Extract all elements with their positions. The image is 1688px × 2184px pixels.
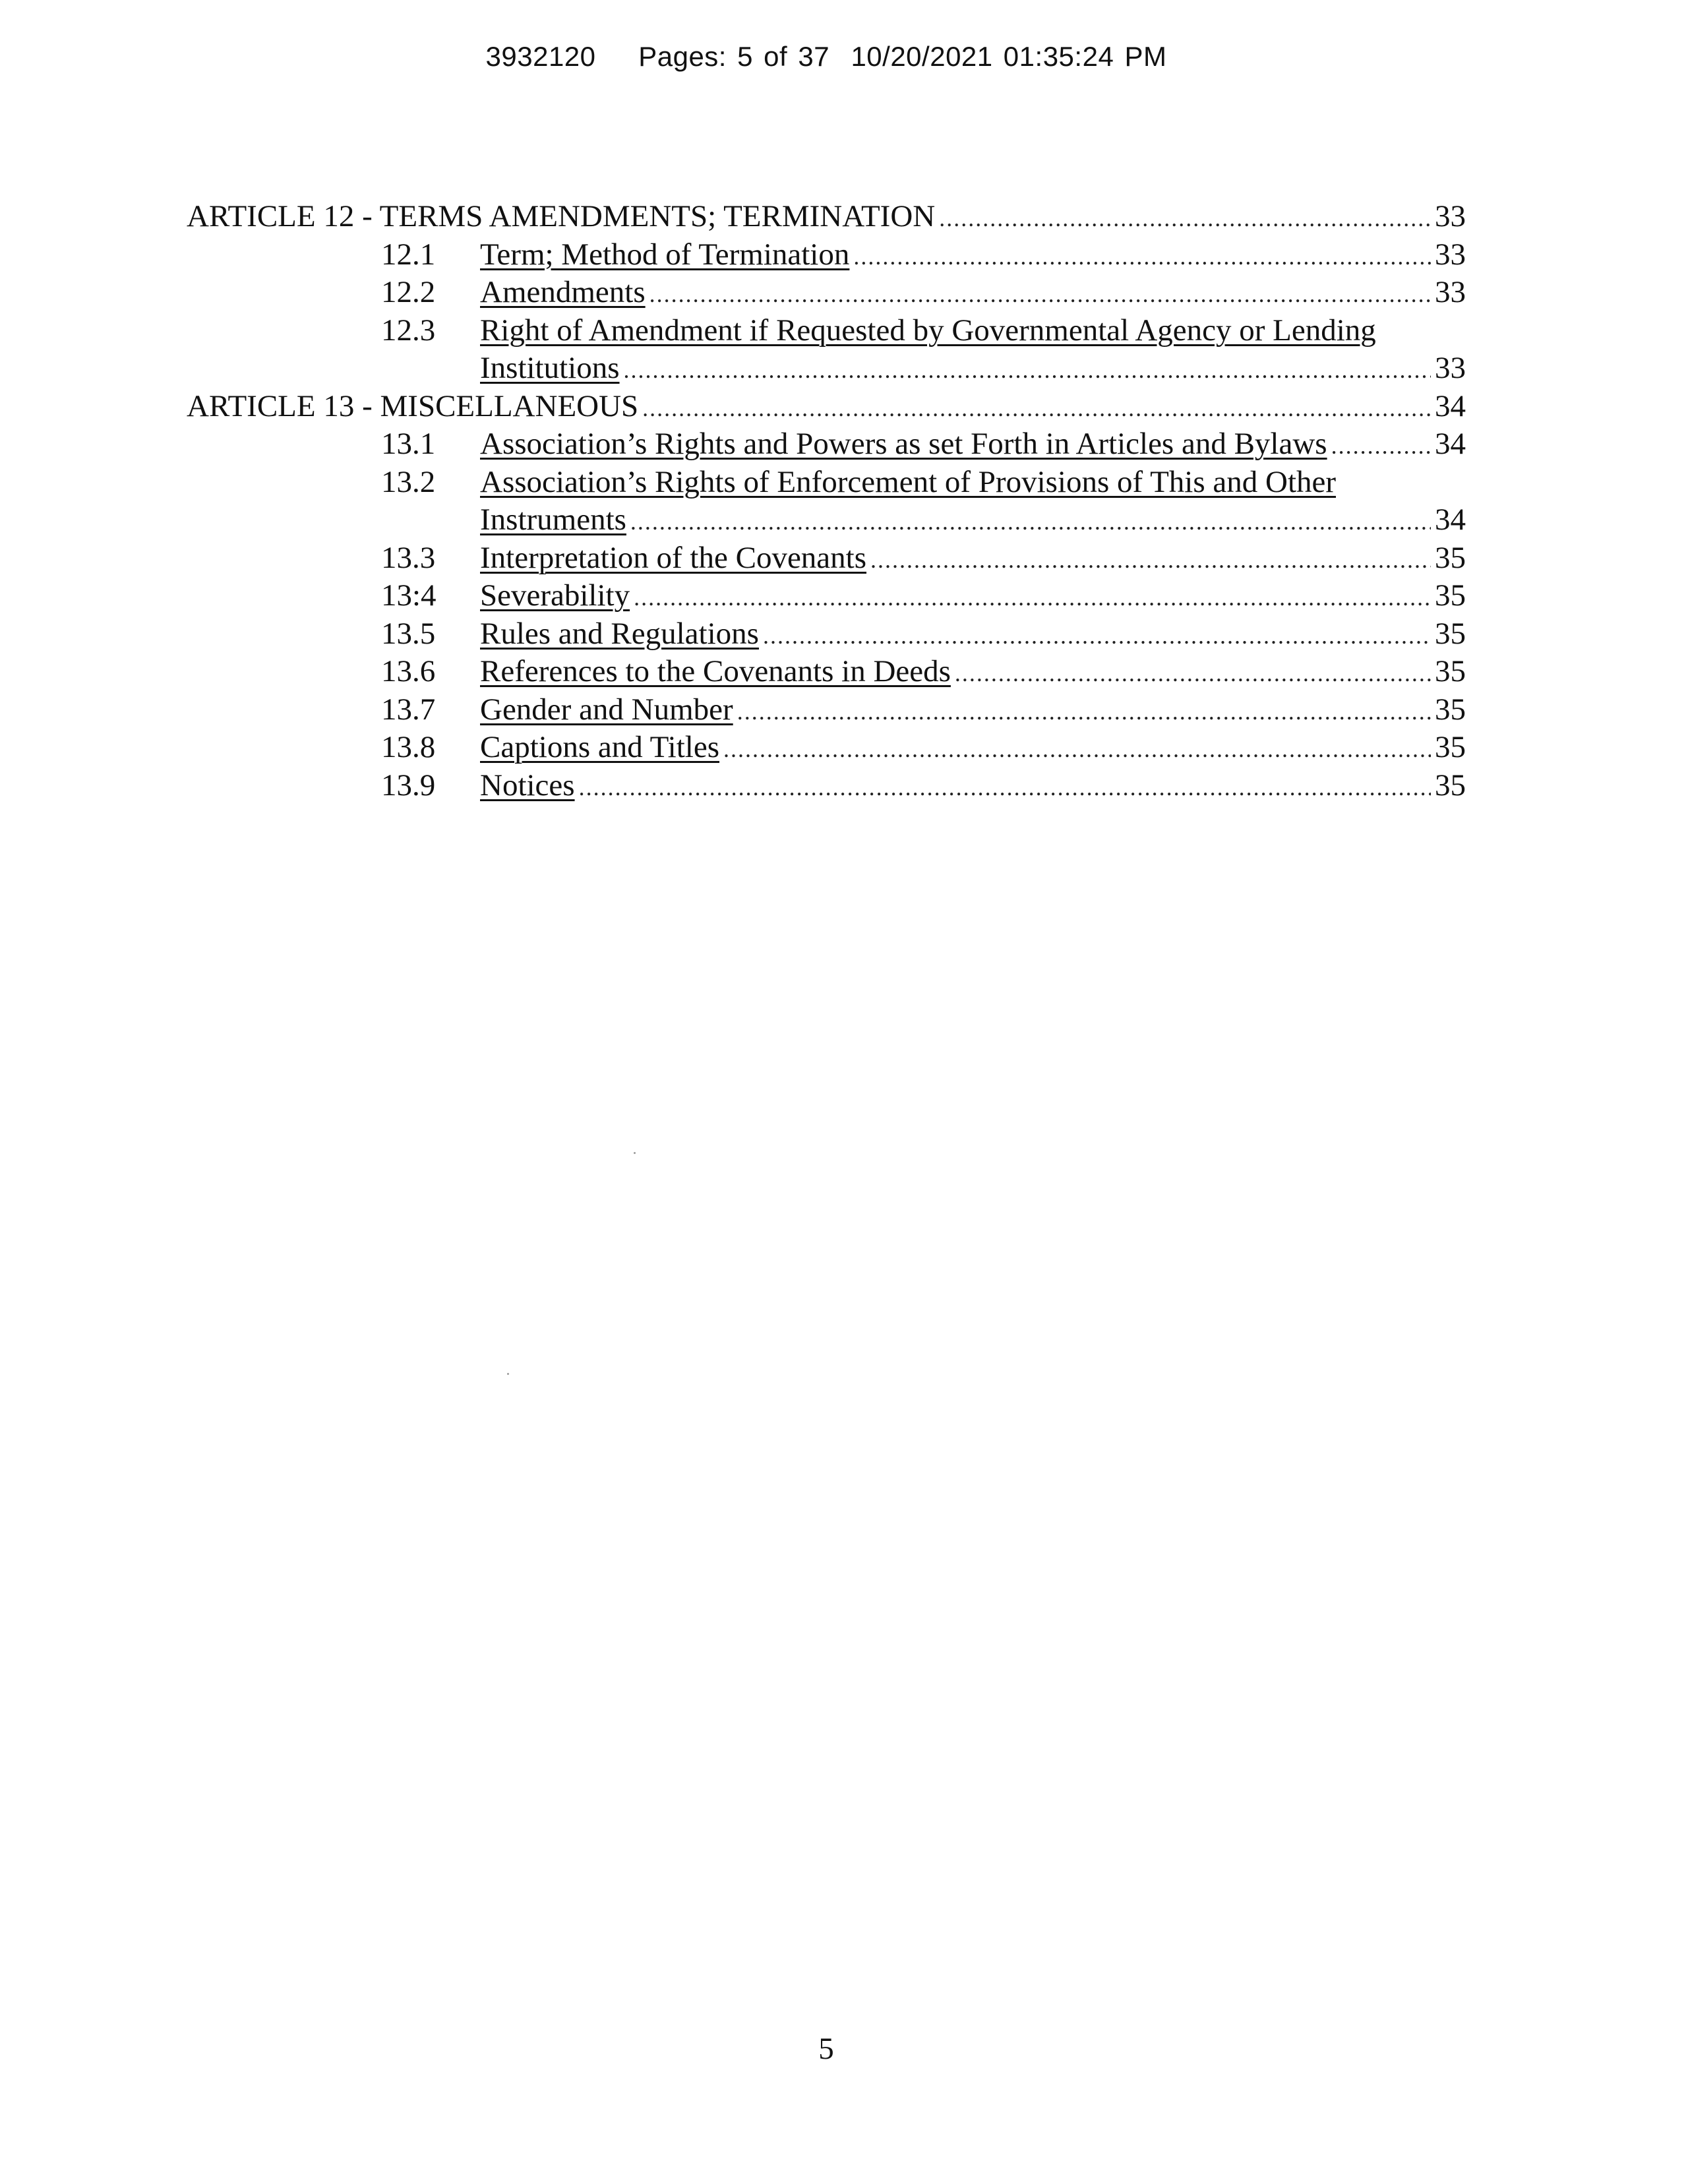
section-number: 12.1: [381, 237, 436, 272]
section-link[interactable]: Interpretation of the Covenants: [480, 540, 867, 575]
pages-label: Pages: 5 of 37: [638, 41, 830, 72]
section-link[interactable]: References to the Covenants in Deeds: [480, 654, 951, 688]
section-link-continued[interactable]: Instruments: [480, 502, 626, 537]
section-page: 35: [1435, 692, 1466, 727]
section-link[interactable]: Association’s Rights and Powers as set Forth in Articles and Bylaws: [480, 427, 1327, 461]
section-link[interactable]: Gender and Number: [480, 692, 733, 727]
section-link[interactable]: Rules and Regulations: [480, 616, 759, 651]
section-page: 35: [1435, 768, 1466, 803]
toc-section-12-1[interactable]: [187, 236, 1466, 274]
scan-speck: [507, 1373, 509, 1375]
section-link[interactable]: Term; Method of Termination: [480, 237, 850, 272]
toc-section-12-3-cont[interactable]: [187, 349, 1466, 388]
section-link[interactable]: Severability: [480, 578, 630, 613]
section-number: 13.3: [381, 540, 436, 575]
toc-section-13-1[interactable]: [187, 425, 1466, 464]
section-number: 13.2: [381, 464, 436, 499]
toc-section-13-4[interactable]: [187, 577, 1466, 615]
toc-section-13-3[interactable]: [187, 539, 1466, 578]
section-number: 12.3: [381, 313, 436, 348]
section-page: 35: [1435, 578, 1466, 613]
table-of-contents: [187, 198, 1466, 804]
dot-leader: [634, 577, 1431, 617]
section-number: 13:4: [381, 578, 437, 613]
dot-leader: [939, 198, 1431, 238]
dot-leader: [870, 539, 1431, 580]
section-link-continued[interactable]: Institutions: [480, 351, 620, 385]
dot-leader: [642, 388, 1431, 428]
section-page: 35: [1435, 616, 1466, 651]
article-page: 33: [1435, 199, 1466, 233]
dot-leader: [579, 767, 1431, 807]
toc-section-13-2-cont[interactable]: [187, 501, 1466, 539]
article-title: ARTICLE 12 - TERMS AMENDMENTS; TERMINATION: [187, 199, 936, 233]
toc-section-13-6[interactable]: [187, 653, 1466, 691]
dot-leader: [723, 729, 1431, 769]
section-link[interactable]: Right of Amendment if Requested by Governmental Agency or Lending: [480, 313, 1376, 348]
page-number: 5: [818, 2032, 834, 2066]
section-number: 13.5: [381, 616, 436, 651]
recording-header: [0, 41, 1652, 73]
dot-leader: [624, 349, 1431, 390]
article-title: ARTICLE 13 - MISCELLANEOUS: [187, 388, 639, 423]
toc-section-13-7[interactable]: [187, 691, 1466, 729]
dot-leader: [1331, 425, 1431, 466]
dot-leader: [763, 615, 1431, 655]
dot-leader: [737, 691, 1431, 731]
document-number: 3932120: [485, 41, 596, 72]
section-number: 13.9: [381, 768, 436, 803]
section-number: 13.8: [381, 730, 436, 764]
toc-article-13[interactable]: [187, 388, 1466, 426]
dot-leader: [853, 236, 1431, 276]
toc-section-13-2[interactable]: [187, 464, 1466, 502]
dot-leader: [649, 274, 1431, 314]
toc-section-13-8[interactable]: [187, 729, 1466, 767]
section-page: 34: [1435, 502, 1466, 537]
section-link[interactable]: Association’s Rights of Enforcement of Provisions of This and Other: [480, 464, 1337, 499]
scan-speck: [634, 1152, 636, 1154]
section-number: 13.6: [381, 654, 436, 688]
section-page: 33: [1435, 237, 1466, 272]
section-page: 33: [1435, 275, 1466, 309]
toc-section-13-5[interactable]: [187, 615, 1466, 653]
section-page: 35: [1435, 730, 1466, 764]
section-number: 12.2: [381, 275, 436, 309]
article-page: 34: [1435, 388, 1466, 423]
toc-section-12-2[interactable]: [187, 274, 1466, 312]
dot-leader: [630, 501, 1431, 541]
toc-article-12[interactable]: [187, 198, 1466, 236]
section-page: 34: [1435, 427, 1466, 461]
dot-leader: [955, 653, 1431, 693]
section-link[interactable]: Notices: [480, 768, 575, 803]
section-page: 33: [1435, 351, 1466, 385]
section-link[interactable]: Amendments: [480, 275, 646, 309]
recording-timestamp: 10/20/2021 01:35:24 PM: [851, 41, 1167, 72]
section-page: 35: [1435, 654, 1466, 688]
section-number: 13.1: [381, 427, 436, 461]
toc-section-12-3[interactable]: [187, 312, 1466, 350]
section-link[interactable]: Captions and Titles: [480, 730, 720, 764]
section-page: 35: [1435, 540, 1466, 575]
toc-section-13-9[interactable]: [187, 767, 1466, 805]
section-number: 13.7: [381, 692, 436, 727]
